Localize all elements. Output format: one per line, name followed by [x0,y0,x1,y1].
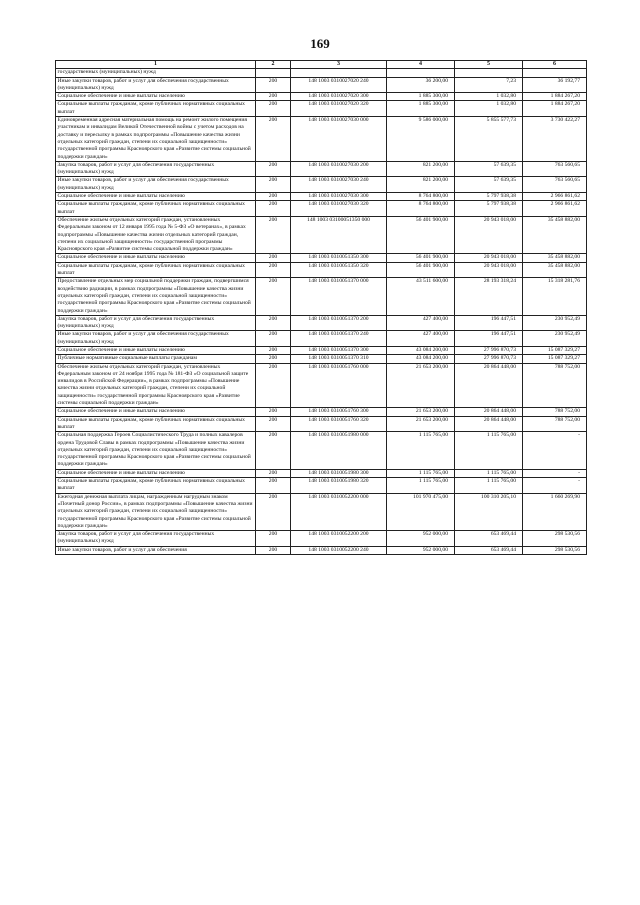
cell-approved-amount: 43 084 200,00 [387,355,455,363]
table-row [56,478,587,494]
table-row [56,546,587,554]
cell-description: Иные закупки товаров, работ и услуг для обеспечения государственных (муниципальных) нужд [56,77,256,93]
cell-approved-amount: 21 653 200,00 [387,363,455,408]
cell-unexecuted-amount: 788 752,00 [523,363,587,408]
cell-budget-code: 148 1003 0310027020 240 [291,77,387,93]
cell-executed-amount: 5 797 938,38 [455,201,523,217]
cell-approved-amount: 1 115 765,00 [387,469,455,477]
cell-unexecuted-amount: - [523,432,587,469]
cell-executed-amount: 196 447,51 [455,315,523,331]
table-row [56,262,587,278]
cell-executed-amount: 57 639,35 [455,161,523,177]
cell-budget-code: 148 1003 0310052200 000 [291,493,387,530]
cell-executed-amount: 7,23 [455,77,523,93]
cell-description: Социальные выплаты гражданам, кроме публичных нормативных социальных выплат [56,201,256,217]
cell-approved-amount: 101 970 475,00 [387,493,455,530]
cell-budget-code: 148 1003 0310027030 300 [291,193,387,201]
cell-code-2: 200 [256,254,291,262]
table-row [56,177,587,193]
cell-code-2: 200 [256,478,291,494]
cell-executed-amount: 27 996 870,73 [455,355,523,363]
table-row [56,69,587,77]
cell-code-2: 200 [256,101,291,117]
cell-unexecuted-amount: 230 952,49 [523,331,587,347]
cell-executed-amount: 1 032,80 [455,93,523,101]
cell-approved-amount: 43 084 200,00 [387,346,455,354]
column-header-1: 1 [56,61,256,69]
cell-budget-code: 148 1003 0310051350 320 [291,262,387,278]
cell-code-2: 200 [256,469,291,477]
table-row [56,331,587,347]
cell-code-2 [256,69,291,77]
cell-executed-amount: 20 943 018,00 [455,254,523,262]
cell-unexecuted-amount: 35 458 882,00 [523,254,587,262]
cell-description: Обеспечение жильем отдельных категорий граждан, установленных Федеральным законом от 12 января 1995 года № 5-ФЗ «О ветеранах», в рамках подпрограммы «Повышение качества жизни отдельных категорий граждан, степени их социальной защищенности» государственной программы Красноярского края «Развитие системы социальной поддержки граждан» [56,216,256,253]
cell-approved-amount: 821 200,00 [387,177,455,193]
cell-approved-amount: 427 400,00 [387,331,455,347]
cell-approved-amount: 36 200,00 [387,77,455,93]
cell-budget-code: 148 1003 0310027030 320 [291,201,387,217]
cell-approved-amount: 952 000,00 [387,546,455,554]
cell-description: Закупка товаров, работ и услуг для обеспечения государственных (муниципальных) нужд [56,531,256,547]
cell-executed-amount: 1 115 765,00 [455,478,523,494]
cell-budget-code: 148 1003 0310051370 300 [291,346,387,354]
cell-executed-amount: 653 469,44 [455,531,523,547]
cell-budget-code: 148 1003 0310027030 240 [291,177,387,193]
table-row [56,363,587,408]
cell-code-2: 200 [256,315,291,331]
cell-description: Социальное обеспечение и иные выплаты населению [56,346,256,354]
cell-description: Обеспечение жильем отдельных категорий граждан, установленных Федеральным законом от 24 ноября 1995 года № 181-ФЗ «О социальной защите инвалидов в Российской Федерации», в рамках подпрограммы «Повышение качества жизни отдельных категорий граждан, степени их социальной защищенности» государственной программы Красноярского края «Развитие системы социальной поддержки граждан» [56,363,256,408]
cell-description: Социальное обеспечение и иные выплаты населению [56,469,256,477]
budget-execution-table [55,60,587,555]
cell-description: Иные закупки товаров, работ и услуг для обеспечения государственных (муниципальных) нужд [56,177,256,193]
column-header-2: 2 [256,61,291,69]
cell-approved-amount: 1 885 300,00 [387,93,455,101]
cell-budget-code: 148 1003 0310051370 000 [291,278,387,315]
cell-unexecuted-amount: 15 087 329,27 [523,355,587,363]
table-row [56,278,587,315]
cell-approved-amount: 56 401 900,00 [387,262,455,278]
table-row [56,117,587,162]
cell-unexecuted-amount: - [523,478,587,494]
cell-budget-code: 148 1003 0310051370 310 [291,355,387,363]
cell-code-2: 200 [256,531,291,547]
cell-approved-amount [387,69,455,77]
cell-budget-code: 148 1003 0310051370 200 [291,315,387,331]
cell-budget-code: 148 1003 03100051350 000 [291,216,387,253]
table-row [56,193,587,201]
cell-budget-code: 148 1003 0310027030 200 [291,161,387,177]
cell-code-2: 200 [256,93,291,101]
cell-unexecuted-amount: 788 752,00 [523,416,587,432]
cell-approved-amount: 21 653 200,00 [387,408,455,416]
column-header-3: 3 [291,61,387,69]
cell-approved-amount: 56 401 900,00 [387,254,455,262]
column-header-4: 4 [387,61,455,69]
table-row [56,201,587,217]
cell-unexecuted-amount: 298 530,56 [523,546,587,554]
cell-executed-amount: 20 943 018,00 [455,216,523,253]
cell-unexecuted-amount [523,69,587,77]
cell-code-2: 200 [256,216,291,253]
cell-description: Публичные нормативные социальные выплаты гражданам [56,355,256,363]
table-row [56,416,587,432]
table-row [56,531,587,547]
cell-description: Социальные выплаты гражданам, кроме публичных нормативных социальных выплат [56,416,256,432]
cell-budget-code: 148 1003 0310051370 240 [291,331,387,347]
table-row [56,346,587,354]
column-header-6: 6 [523,61,587,69]
cell-unexecuted-amount: 2 966 861,62 [523,193,587,201]
cell-approved-amount: 21 653 200,00 [387,416,455,432]
cell-unexecuted-amount: 230 952,49 [523,315,587,331]
cell-budget-code: 148 1003 0310051760 320 [291,416,387,432]
table-row [56,315,587,331]
cell-unexecuted-amount: 2 966 861,62 [523,201,587,217]
cell-code-2: 200 [256,117,291,162]
cell-code-2: 200 [256,193,291,201]
column-header-5: 5 [455,61,523,69]
cell-description: Иные закупки товаров, работ и услуг для обеспечения государственных (муниципальных) нужд [56,331,256,347]
cell-code-2: 200 [256,355,291,363]
cell-unexecuted-amount: 1 884 267,20 [523,101,587,117]
cell-approved-amount: 952 000,00 [387,531,455,547]
cell-code-2: 200 [256,416,291,432]
cell-description: Социальное обеспечение и иные выплаты населению [56,408,256,416]
cell-description: Социальное обеспечение и иные выплаты населению [56,193,256,201]
cell-unexecuted-amount: 763 560,65 [523,177,587,193]
cell-executed-amount: 5 855 577,73 [455,117,523,162]
cell-approved-amount: 56 401 900,00 [387,216,455,253]
table-row [56,432,587,469]
cell-description: Социальное обеспечение и иные выплаты населению [56,93,256,101]
cell-executed-amount: 27 996 870,73 [455,346,523,354]
table-row [56,408,587,416]
cell-executed-amount: 1 032,80 [455,101,523,117]
cell-code-2: 200 [256,262,291,278]
cell-description: Социальная поддержка Героев Социалистического Труда и полных кавалеров ордена Трудовой Славы в рамках подпрограммы «Повышение качества жизни отдельных категорий граждан, степени их социальной защищенности» государственной программы Красноярского края «Развитие системы социальной поддержки граждан» [56,432,256,469]
cell-code-2: 200 [256,331,291,347]
cell-executed-amount [455,69,523,77]
cell-budget-code: 148 1003 0310027020 320 [291,101,387,117]
cell-executed-amount: 196 447,51 [455,331,523,347]
cell-unexecuted-amount: 763 560,65 [523,161,587,177]
cell-unexecuted-amount: - [523,469,587,477]
cell-approved-amount: 1 115 765,00 [387,432,455,469]
cell-unexecuted-amount: 35 458 882,00 [523,216,587,253]
cell-executed-amount: 1 115 765,00 [455,432,523,469]
cell-approved-amount: 9 586 000,00 [387,117,455,162]
cell-unexecuted-amount: 1 884 267,20 [523,93,587,101]
cell-executed-amount: 1 115 765,00 [455,469,523,477]
cell-unexecuted-amount: 1 660 269,90 [523,493,587,530]
cell-code-2: 200 [256,432,291,469]
cell-description: Предоставление отдельных мер социальной поддержки граждан, подвергшимся воздействию радиации, в рамках подпрограммы «Повышение качества жизни отдельных категорий граждан, степени их социальной защищенности» государственной программы Красноярского края «Развитие системы социальной поддержки граждан» [56,278,256,315]
cell-description: Закупка товаров, работ и услуг для обеспечения государственных (муниципальных) нужд [56,161,256,177]
cell-approved-amount: 8 764 800,00 [387,201,455,217]
page-number: 169 [310,36,330,51]
cell-unexecuted-amount: 36 192,77 [523,77,587,93]
table-row [56,355,587,363]
table-row [56,216,587,253]
cell-budget-code [291,69,387,77]
cell-unexecuted-amount: 35 458 882,00 [523,262,587,278]
cell-budget-code: 148 1003 0310052200 240 [291,546,387,554]
cell-description: Социальное обеспечение и иные выплаты населению [56,254,256,262]
cell-executed-amount: 100 310 205,10 [455,493,523,530]
cell-budget-code: 148 1003 0310051980 320 [291,478,387,494]
table-row [56,101,587,117]
cell-description: Социальные выплаты гражданам, кроме публичных нормативных социальных выплат [56,478,256,494]
cell-description: Социальные выплаты гражданам, кроме публичных нормативных социальных выплат [56,101,256,117]
cell-code-2: 200 [256,278,291,315]
table-row [56,77,587,93]
cell-approved-amount: 8 764 800,00 [387,193,455,201]
cell-budget-code: 148 1003 0310051760 300 [291,408,387,416]
cell-approved-amount: 427 400,00 [387,315,455,331]
cell-description: Ежегодная денежная выплата лицам, награжденным нагрудным знаком «Почетный донор России», в рамках подпрограммы «Повышение качества жизни отдельных категорий граждан, степени их социальной защищенности» государственной программы Красноярского края «Развитие системы социальной поддержки граждан» [56,493,256,530]
cell-budget-code: 148 1003 0310051350 300 [291,254,387,262]
cell-approved-amount: 43 511 600,00 [387,278,455,315]
cell-unexecuted-amount: 788 752,00 [523,408,587,416]
cell-unexecuted-amount: 15 087 329,27 [523,346,587,354]
table-row [56,254,587,262]
cell-code-2: 200 [256,201,291,217]
cell-budget-code: 148 1003 0310052200 200 [291,531,387,547]
cell-executed-amount: 57 639,35 [455,177,523,193]
cell-executed-amount: 20 864 448,00 [455,363,523,408]
cell-executed-amount: 5 797 938,38 [455,193,523,201]
cell-executed-amount: 20 864 448,00 [455,408,523,416]
cell-code-2: 200 [256,177,291,193]
cell-description: Единовременная адресная материальная помощь на ремонт жилого помещения участникам и инвалидам Великой Отечественной войны с учетом расходов на доставку и пересылку в рамках подпрограммы «Повышение качества жизни отдельных категорий граждан, степени их социальной защищенности» государственной программы Красноярского края «Развитие системы социальной поддержки граждан» [56,117,256,162]
cell-budget-code: 148 1003 0310027020 300 [291,93,387,101]
cell-unexecuted-amount: 15 318 281,76 [523,278,587,315]
cell-executed-amount: 653 469,44 [455,546,523,554]
cell-unexecuted-amount: 298 530,56 [523,531,587,547]
cell-unexecuted-amount: 3 730 422,27 [523,117,587,162]
table-header-row [56,61,587,69]
cell-executed-amount: 20 943 018,00 [455,262,523,278]
table-row [56,469,587,477]
cell-budget-code: 148 1003 0310051980 000 [291,432,387,469]
cell-executed-amount: 28 193 318,24 [455,278,523,315]
cell-budget-code: 148 1003 0310027030 000 [291,117,387,162]
cell-code-2: 200 [256,363,291,408]
cell-description: Закупка товаров, работ и услуг для обеспечения государственных (муниципальных) нужд [56,315,256,331]
cell-code-2: 200 [256,77,291,93]
cell-code-2: 200 [256,546,291,554]
table-row [56,93,587,101]
cell-description: Социальные выплаты гражданам, кроме публичных нормативных социальных выплат [56,262,256,278]
cell-code-2: 200 [256,346,291,354]
cell-approved-amount: 1 885 300,00 [387,101,455,117]
cell-approved-amount: 821 200,00 [387,161,455,177]
cell-executed-amount: 20 864 448,00 [455,416,523,432]
cell-description: Иные закупки товаров, работ и услуг для обеспечения [56,546,256,554]
table-row [56,161,587,177]
cell-description: государственных (муниципальных) нужд [56,69,256,77]
cell-approved-amount: 1 115 765,00 [387,478,455,494]
cell-budget-code: 148 1003 0310051760 000 [291,363,387,408]
cell-code-2: 200 [256,408,291,416]
cell-code-2: 200 [256,493,291,530]
table-row [56,493,587,530]
cell-code-2: 200 [256,161,291,177]
cell-budget-code: 148 1003 0310051980 300 [291,469,387,477]
